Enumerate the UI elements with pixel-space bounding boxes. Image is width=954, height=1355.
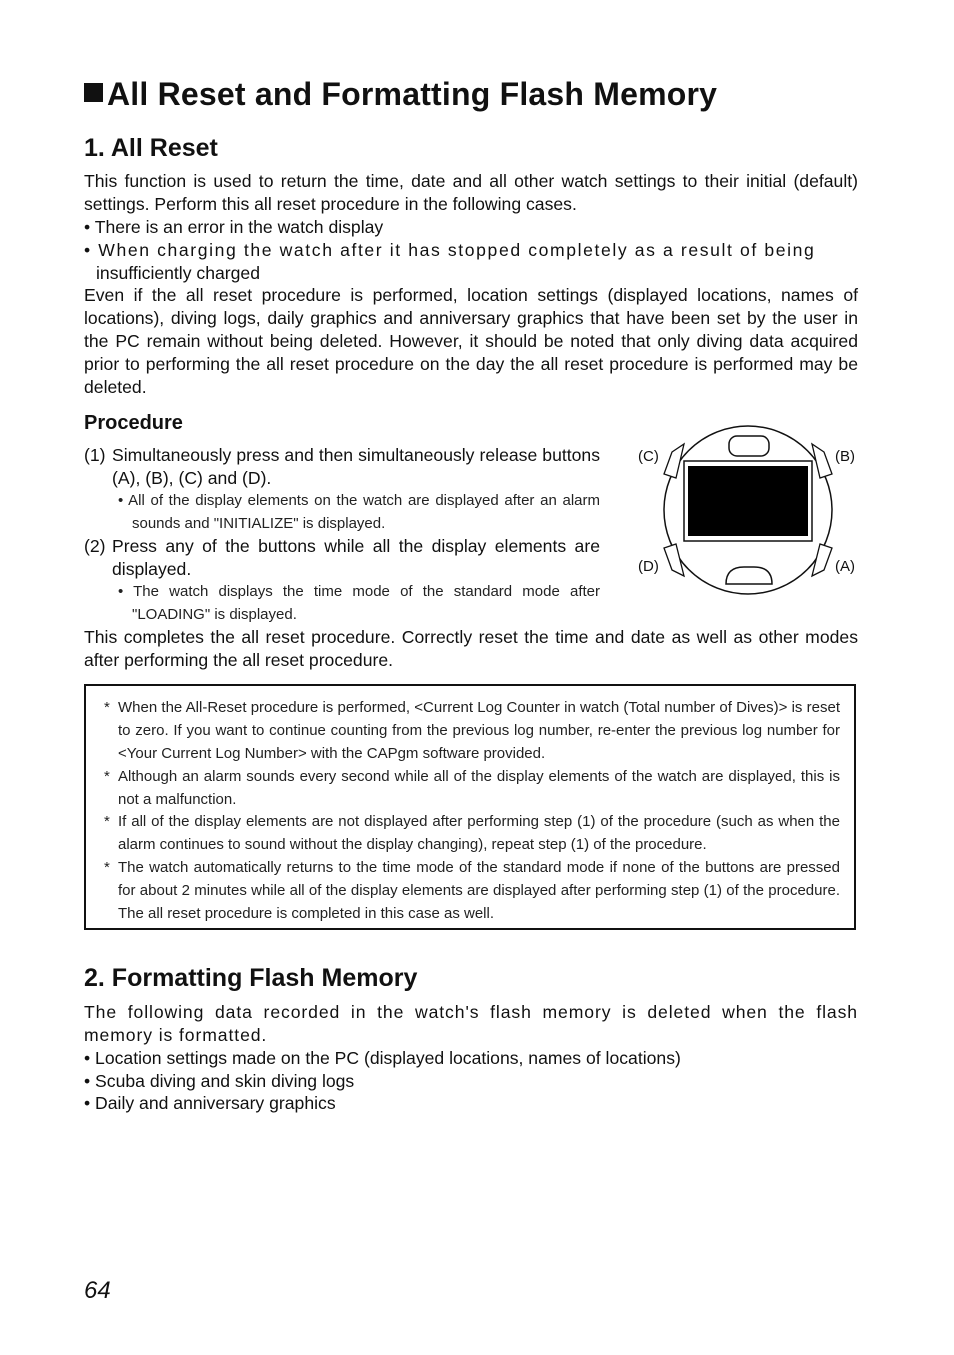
all-reset-bullet-error: • There is an error in the watch display (84, 217, 384, 237)
top-button (729, 436, 769, 456)
note-marker: * (104, 699, 110, 716)
formatting-bullet-location: • Location settings made on the PC (displayed locations, names of locations) (84, 1048, 681, 1068)
label-a: (A) (835, 558, 855, 575)
section-heading-all-reset: 1. All Reset (84, 134, 218, 162)
note-item (104, 696, 840, 765)
note-text: If all of the display elements are not displayed after performing step (1) of the procedure (such as when the alarm continues to sound without the display changing), repeat step (1) of the procedure. (118, 813, 840, 853)
step-2-number: (2) (84, 536, 106, 556)
procedure-completion: This completes the all reset procedure. Correctly reset the time and date as well as other modes after performing the all reset procedure. (84, 627, 858, 670)
note-text: The watch automatically returns to the time mode of the standard mode if none of the buttons are pressed for about 2 minutes while all of the display elements are displayed after performing step (1) of the procedure. The all reset procedure is completed in this case as well. (118, 859, 840, 922)
step-2-text: Press any of the buttons while all the display elements are displayed. (112, 536, 600, 579)
label-d: (D) (638, 558, 659, 575)
section-heading-formatting: 2. Formatting Flash Memory (84, 964, 418, 992)
note-item (104, 856, 840, 925)
label-b: (B) (835, 448, 855, 465)
note-text: Although an alarm sounds every second while all of the display elements of the watch are displayed, this is not a malfunction. (118, 768, 840, 808)
page-title-text: All Reset and Formatting Flash Memory (107, 76, 718, 112)
step-1-number: (1) (84, 445, 106, 465)
formatting-bullet-graphics: • Daily and anniversary graphics (84, 1093, 336, 1113)
all-reset-bullet-charging: • When charging the watch after it has stopped completely as a result of being (84, 240, 816, 260)
step-2-note: • The watch displays the time mode of the standard mode after "LOADING" is displayed. (118, 583, 600, 623)
formatting-intro: The following data recorded in the watch's flash memory is deleted when the flash memory is formatted. (84, 1002, 858, 1045)
step-1-note: • All of the display elements on the watch are displayed after an alarm sounds and "INITIALIZE" is displayed. (118, 492, 600, 532)
all-reset-intro: This function is used to return the time, date and all other watch settings to their initial (default) settings. Perform this all reset procedure in the following cases. (84, 171, 858, 214)
note-item (104, 810, 840, 856)
page-title (84, 76, 717, 113)
label-c: (C) (638, 448, 659, 465)
note-item (104, 765, 840, 811)
formatting-bullet-logs: • Scuba diving and skin diving logs (84, 1071, 355, 1091)
square-bullet-icon (84, 83, 103, 102)
step-1-text: Simultaneously press and then simultaneously release buttons (A), (B), (C) and (D). (112, 445, 600, 488)
bottom-button (726, 567, 772, 584)
notes-box (84, 684, 856, 930)
display-screen (688, 466, 808, 536)
all-reset-paragraph: Even if the all reset procedure is performed, location settings (displayed locations, names of locations), diving logs, daily graphics and anniversary graphics that have been set by the user in the PC remain without being deleted. However, it should be noted that only diving data acquired prior to performing the all reset procedure on the day the all reset procedure is performed may be deleted. (84, 285, 858, 397)
watch-diagram (630, 424, 870, 600)
note-marker: * (104, 768, 110, 785)
all-reset-bullet-charging-cont: insufficiently charged (96, 263, 260, 283)
note-text: When the All-Reset procedure is performed, <Current Log Counter in watch (Total number of Dives)> is reset to zero. If you want to continue counting from the previous log number, re-enter the previous log number for <Your Current Log Number> with the CAPgm software provided. (118, 699, 840, 762)
procedure-heading: Procedure (84, 412, 183, 434)
note-marker: * (104, 813, 110, 830)
page-number: 64 (84, 1277, 111, 1304)
note-marker: * (104, 859, 110, 876)
